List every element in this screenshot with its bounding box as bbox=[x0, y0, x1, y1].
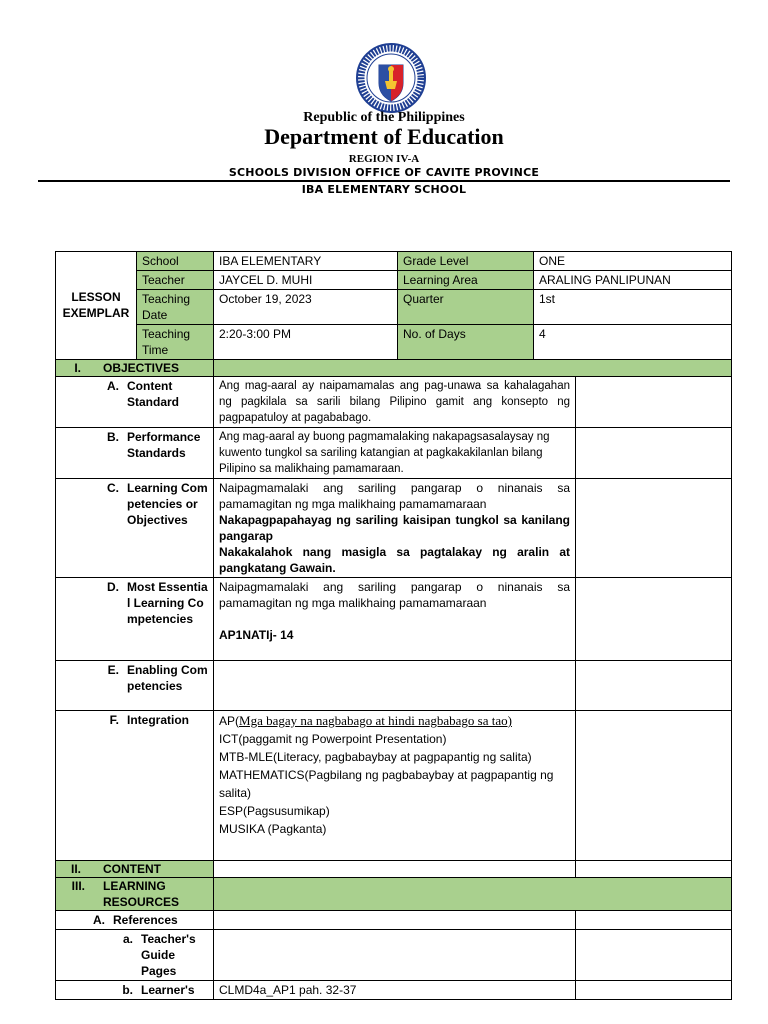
objectives-heading bbox=[61, 360, 208, 376]
grade-level-value: ONE bbox=[534, 252, 732, 271]
learning-area-label: Learning Area bbox=[398, 271, 534, 290]
school-value: IBA ELEMENTARY bbox=[214, 252, 398, 271]
item-letter: F. bbox=[109, 713, 119, 727]
integration-line: MUSIKA (Pagkanta) bbox=[219, 822, 327, 836]
competency-line-3: Nakakalahok nang masigla sa pagtalakay ng aralin at pangkatang Gawain. bbox=[219, 545, 570, 575]
learners-notes bbox=[576, 981, 732, 1000]
quarter-value: 1st bbox=[534, 290, 732, 325]
melc-code: AP1NATIj- 14 bbox=[219, 628, 294, 642]
teachers-guide-label bbox=[61, 931, 208, 979]
melc-label bbox=[61, 579, 208, 627]
section-number: II. bbox=[70, 862, 81, 876]
learning-resources-fill bbox=[214, 878, 732, 911]
item-label: Integration bbox=[127, 713, 189, 727]
lesson-exemplar-label: LESSON EXEMPLAR bbox=[56, 252, 137, 360]
integration-line: MATHEMATICS(Pagbilang ng pagbabaybay at pagpapantig ng salita) bbox=[219, 768, 554, 800]
integration-ap-topic: Mga bagay na nagbabago at hindi nagbabago sa tao) bbox=[239, 713, 512, 728]
grade-level-label: Grade Level bbox=[398, 252, 534, 271]
section-title: OBJECTIVES bbox=[103, 361, 180, 375]
integration-ap-prefix: AP( bbox=[219, 714, 240, 728]
school-heading: IBA ELEMENTARY SCHOOL bbox=[301, 183, 467, 196]
integration-line: ESP(Pagsusumikap) bbox=[219, 804, 330, 818]
deped-seal bbox=[351, 43, 431, 113]
division-heading: SCHOOLS DIVISION OFFICE OF CAVITE PROVINCE bbox=[228, 166, 540, 179]
teacher-value: JAYCEL D. MUHI bbox=[214, 271, 398, 290]
teaching-date-label: Teaching Date bbox=[137, 290, 214, 325]
teaching-time-value: 2:20-3:00 PM bbox=[214, 325, 398, 360]
integration-line: ICT(paggamit ng Powerpoint Presentation) bbox=[219, 732, 447, 746]
section-number: III. bbox=[71, 879, 85, 893]
objectives-heading-fill bbox=[214, 360, 732, 377]
section-title: LEARNING RESOURCES bbox=[103, 879, 180, 909]
learners-label bbox=[61, 982, 208, 998]
references-notes bbox=[576, 911, 732, 930]
enabling-competencies-label bbox=[61, 662, 208, 694]
teachers-guide-value bbox=[214, 930, 576, 981]
teachers-guide-notes bbox=[576, 930, 732, 981]
item-letter: a. bbox=[122, 932, 133, 946]
teaching-time-label: Teaching Time bbox=[137, 325, 214, 360]
header-divider bbox=[38, 180, 730, 182]
learning-competencies-notes bbox=[576, 479, 732, 578]
quarter-label: Quarter bbox=[398, 290, 534, 325]
references-label bbox=[61, 912, 208, 928]
no-of-days-value: 4 bbox=[534, 325, 732, 360]
region-heading: REGION IV-A bbox=[348, 153, 420, 165]
performance-standards-text: Ang mag-aaral ay buong pagmamalaking nakapagsasalaysay ng kuwento tungkol sa sariling katangian at pagkakakilanlan bilang Pilipino sa malikhaing pamamaraan. bbox=[214, 428, 576, 479]
no-of-days-label: No. of Days bbox=[398, 325, 534, 360]
content-notes bbox=[576, 861, 732, 878]
melc-text: Naipagmamalaki ang sariling pangarap o ninanais sa pamamagitan ng mga malikhaing pamamamaraan bbox=[219, 580, 570, 610]
integration-ap bbox=[219, 712, 570, 730]
content-standard-notes bbox=[576, 377, 732, 428]
teacher-label: Teacher bbox=[137, 271, 214, 290]
school-label: School bbox=[137, 252, 214, 271]
item-label: Performance Standards bbox=[127, 430, 201, 460]
department-heading: Department of Education bbox=[264, 124, 504, 149]
content-value bbox=[214, 861, 576, 878]
item-letter: B. bbox=[107, 430, 119, 444]
content-standard-label bbox=[61, 378, 208, 410]
melc-notes bbox=[576, 578, 732, 661]
item-label: Enabling Competencies bbox=[127, 663, 208, 693]
references-value bbox=[214, 911, 576, 930]
republic-heading: Republic of the Philippines bbox=[303, 110, 465, 125]
integration-notes bbox=[576, 711, 732, 861]
item-label: Learner's bbox=[141, 983, 195, 997]
section-title: CONTENT bbox=[103, 862, 161, 876]
teaching-date-value: October 19, 2023 bbox=[214, 290, 398, 325]
item-letter: C. bbox=[107, 481, 119, 495]
learning-competencies-label bbox=[61, 480, 208, 528]
performance-standards-notes bbox=[576, 428, 732, 479]
competency-line-2: Nakapagpapahayag ng sariling kaisipan tungkol sa kanilang pangarap bbox=[219, 513, 570, 543]
lesson-exemplar-table bbox=[55, 251, 732, 1000]
competency-line-1: Naipagmamalaki ang sariling pangarap o ninanais sa pamamagitan ng mga malikhaing pamamamaraan bbox=[219, 481, 570, 511]
section-number: I. bbox=[74, 361, 81, 375]
enabling-competencies-notes bbox=[576, 661, 732, 711]
learning-area-value: ARALING PANLIPUNAN bbox=[534, 271, 732, 290]
learning-resources-heading bbox=[61, 878, 208, 910]
integration-line: MTB-MLE(Literacy, pagbabaybay at pagpapantig ng salita) bbox=[219, 750, 532, 764]
item-letter: D. bbox=[107, 580, 119, 594]
item-label: Learning Competencies or Objectives bbox=[127, 481, 208, 527]
item-letter: A. bbox=[93, 913, 105, 927]
performance-standards-label bbox=[61, 429, 208, 461]
item-label: Content Standard bbox=[127, 379, 180, 409]
enabling-competencies-text bbox=[214, 661, 576, 711]
content-heading bbox=[61, 861, 208, 877]
item-label: Most Essential Learning Competencies bbox=[127, 580, 208, 626]
item-label: Teacher's Guide Pages bbox=[141, 932, 196, 978]
content-standard-text: Ang mag-aaral ay naipamamalas ang pag-unawa sa kahalagahan ng pagkilala sa sarili bilang Pilipino gamit ang konsepto ng pagpapatuloy at pagababago. bbox=[214, 377, 576, 428]
item-letter: A. bbox=[107, 379, 119, 393]
learners-value: CLMD4a_AP1 pah. 32-37 bbox=[214, 981, 576, 1000]
item-letter: b. bbox=[122, 983, 133, 997]
item-letter: E. bbox=[107, 663, 119, 677]
integration-label bbox=[61, 712, 208, 728]
item-label: References bbox=[113, 913, 178, 927]
